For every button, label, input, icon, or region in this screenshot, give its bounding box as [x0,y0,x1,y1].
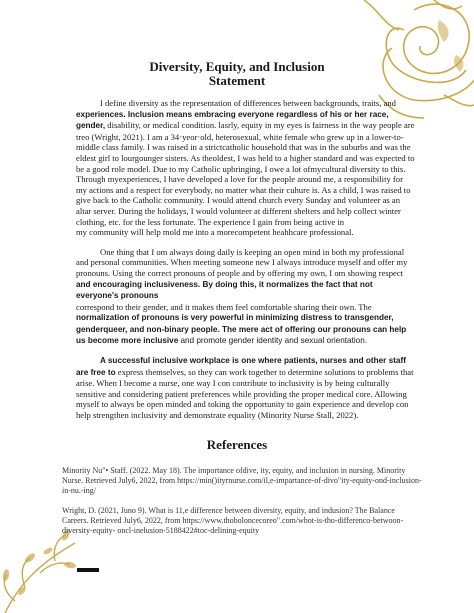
paragraph-pronouns-cont [76,302,416,347]
references-heading: References [206,437,268,452]
para1-text-4: my community will help mold me into a morecompetent heahhcare professional. [76,227,354,238]
page-marker-bar [77,568,99,572]
spacer [76,238,416,247]
spacer [76,347,416,355]
reference-item: Minority Nu"• Staff. (2022. May 18). The importance ofdive, ity, equity, and inclusion in nursing. Minority Nurse. Retrieved July6, 2022, from https://min()ityrnurse.com/il,e-impartance-of-divo"ity-equity-ond-inclusion-in-nu.-ing/ [62,466,422,495]
paragraph-definitions-end [76,227,416,238]
para3-text-1: A successful inclusive workplace is one where patients, nurses and other staff are free to [76,356,406,377]
para1-text-1: I define diversity as the representation of differences between backgrounds, traits, and [100,98,396,108]
para2-text-2: and encouraging inclusiveness. By doing this, it normalizes the fact that not everyone's pronouns [76,279,373,301]
reference-item: Wright, D. (2021, Juno 9). What is 11,e difference between diversity, equity, and indusion? The Balance Careers. Retrieved July6, 2022, from https://www.thoboloncecoreo".com/whot-is-tho-differenco-betwoon-diversity-equity- oncl-inelusion-5188422#toc-delining-equity [62,506,404,535]
paragraph-workplace [76,355,416,421]
statement-body [76,98,416,421]
document-title: Diversity, Equity, and Inclusion [149,59,325,74]
para2-text-6: and promote gender identity and sexual orientation. [180,336,368,346]
references-list [62,466,422,546]
para2-text-4: normalization of pronouns is very powerful in minimizing distress to transgender, genderqueer, and non-binary people. The mere act of offering our pronouns can help us become more [76,313,407,346]
para1-text-2: experiences. Inclusion means embracing everyone regardless of his or her race, gender, [76,109,389,131]
document-title-line2: Statement [208,73,266,88]
para1-text-3: disability, or medical condition. lasrly, equity in my eyes is fairness in the way people are treo (Wright, 2021). I am a 34·yeor·old, heterosexual, white female who grew up in a lower-to-middle class family. I was raised in a strictcatholic household that was in the suburbs and was the eldest girl to lourgounger sisters. As theoldest, I was held to a higher standard and was expected to be a good role model. Due to my Catholic upbringing, I owe a lot ofmycultural diversity to this. Through myexperiences, I have developed a love for the people around me, a responsibility for my actions and a respect for everybody, no matter what their cuhure is. As a child, I was raised to give back to the Catholic community. I would attend church every Sunday and volunteer as an altar server. During the holidays, I would volunteer at different shelters and help collect winter clothing, etc. for the less fortunate. The experience I gain from being active in [76,120,415,227]
para2-text-5: inclusive [143,336,179,346]
para2-text-1: One thing that I om always doing daily is keeping an open mind in both my professional and personal communities. When meeting someone new I always introduce myself and offer my pronouns. Using the correct pronouns of people and by offering my own, I om showing respect [76,246,408,278]
paragraph-definitions [76,98,416,227]
para2-text-3: correspond to their gender, and it makes them feel comfortable sharing their own. The [76,301,372,312]
paragraph-pronouns [76,247,416,302]
para3-text-2: express themselves, so they can work together to determine solutions to problems that arise. When I become a nurse, one way I con contribute to inclusivity is by being culturally sensitive and considering patient preferences while providing the proper medical core. Allowing myself to always be open minded and toking the opportunity to gain experience and develop con help strengthen inclusivity and demonstrate equality (Minority Nurse Stall, 2022). [76,366,414,421]
